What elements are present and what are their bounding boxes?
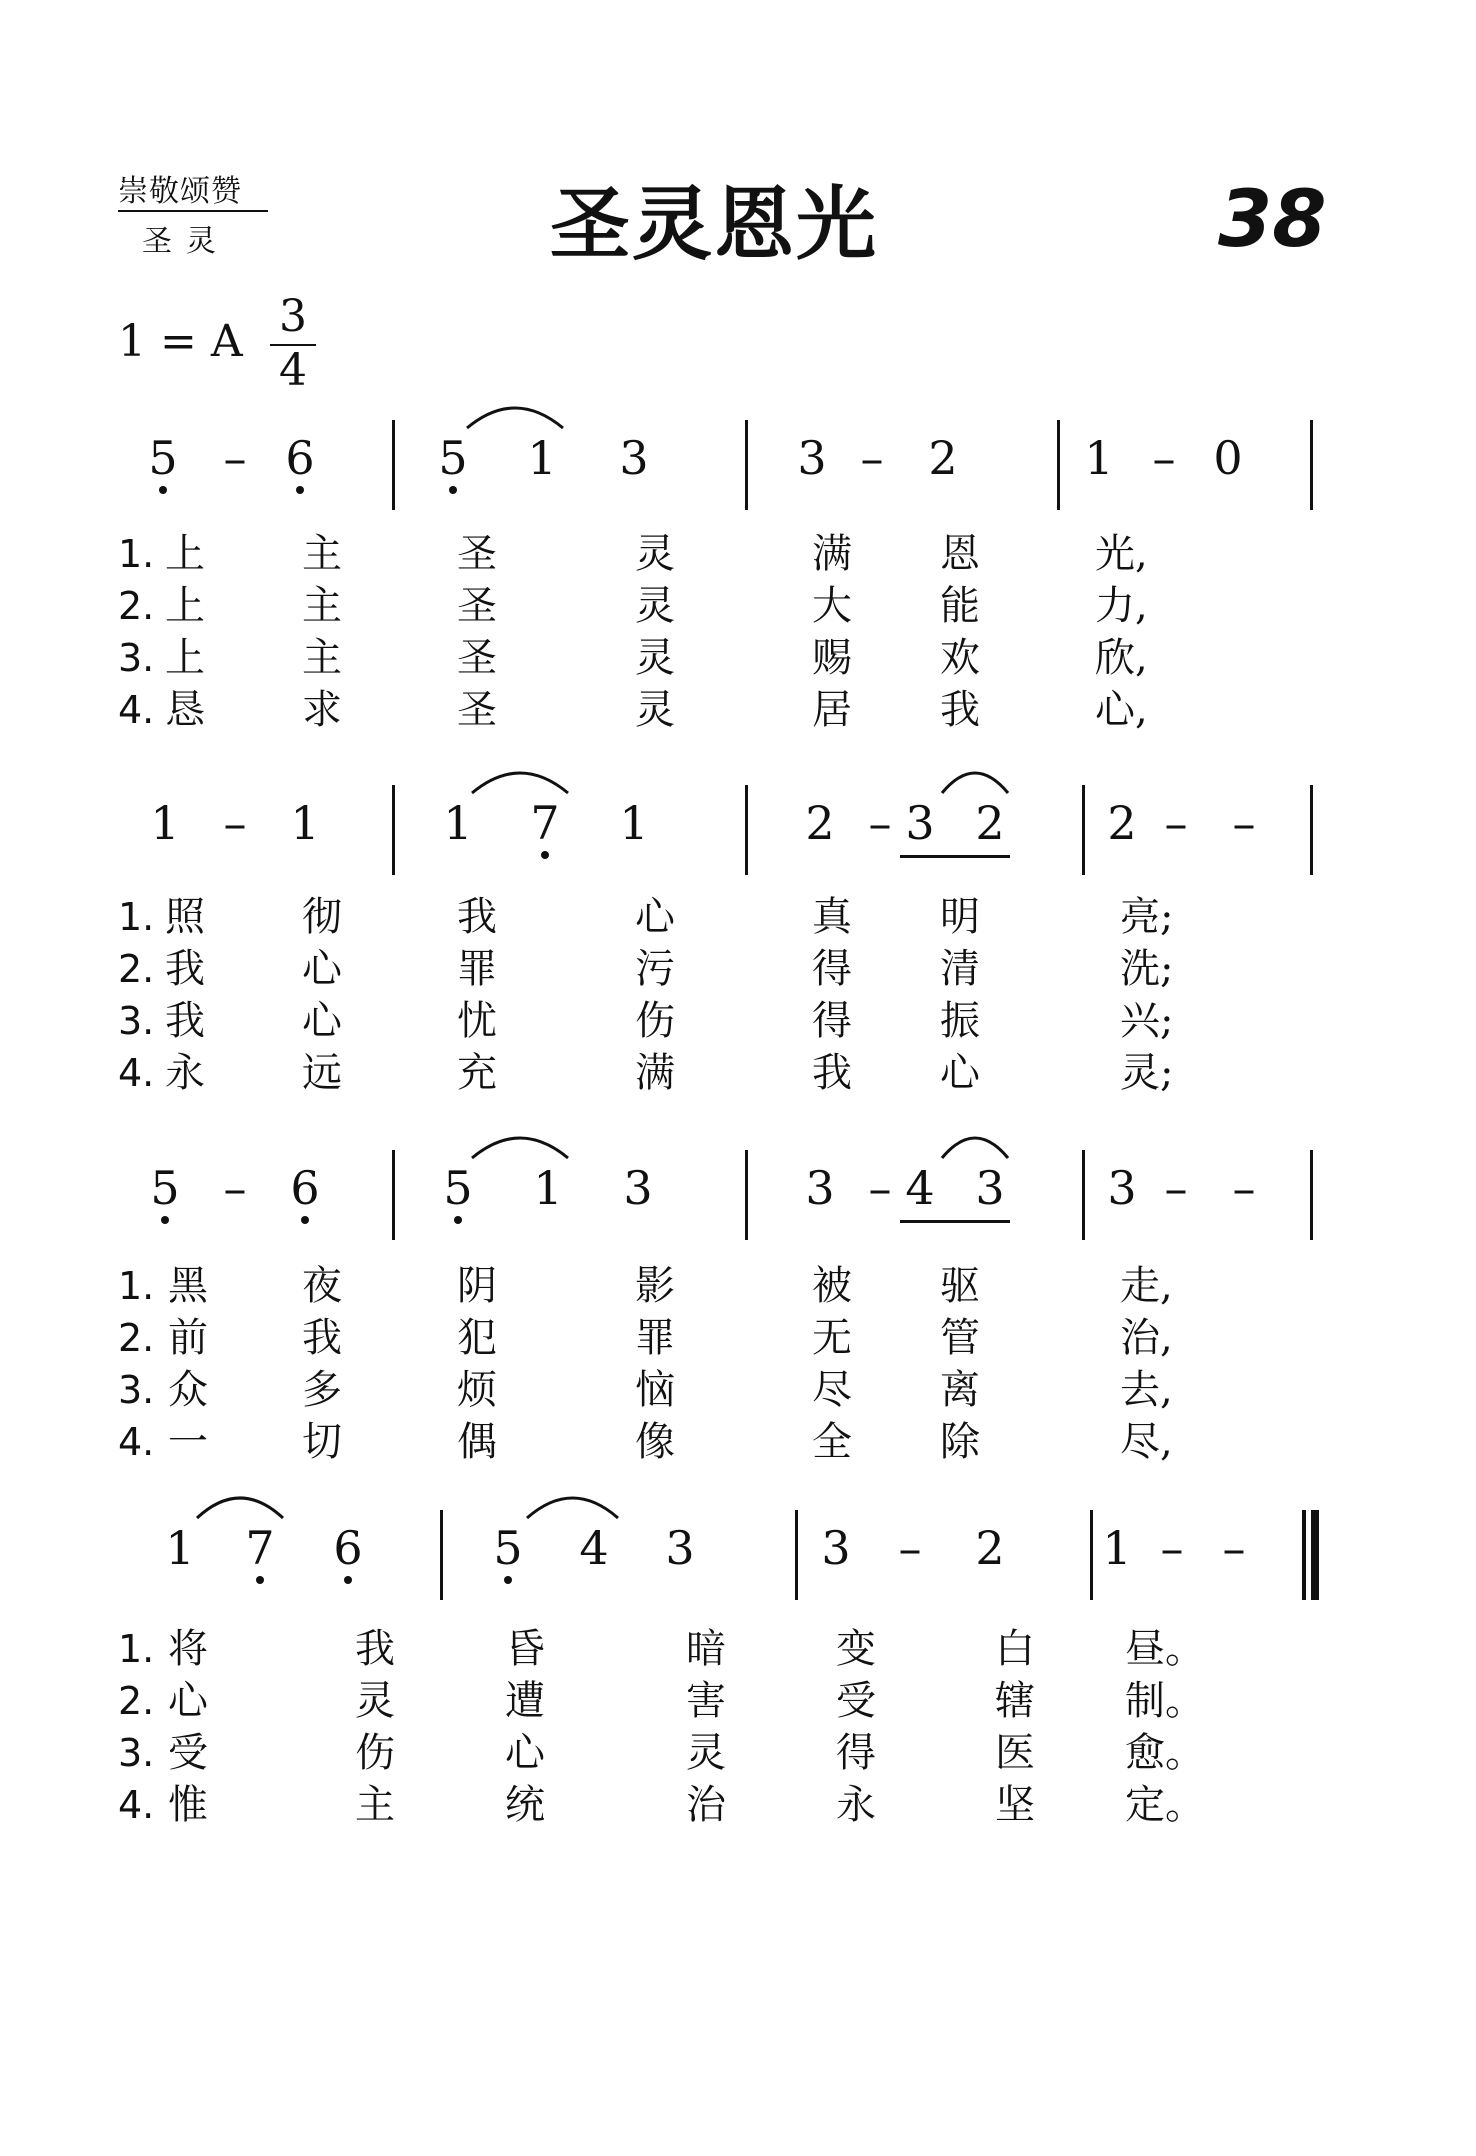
lyric-syllable: 我 — [812, 1050, 852, 1096]
note-digit: 3 — [975, 1161, 1005, 1215]
eighth-note-underline — [900, 1220, 1010, 1223]
lyric-syllable: 受 — [168, 1730, 208, 1776]
slur-arc — [465, 396, 565, 430]
lyric-syllable: 欢 — [940, 635, 980, 681]
note-digit: 3 — [805, 1161, 835, 1215]
lyric-syllable: 犯 — [457, 1315, 497, 1361]
dash-extension: – — [1160, 1521, 1184, 1575]
note-digit: 1 — [533, 1161, 563, 1215]
low-octave-dot — [256, 1576, 264, 1584]
note-digit: 3 — [905, 796, 935, 850]
note-digit: 2 — [975, 1521, 1005, 1575]
lyric-syllable: 烦 — [457, 1367, 497, 1413]
lyric-syllable: 昼。 — [1125, 1626, 1205, 1672]
lyric-syllable: 离 — [940, 1367, 980, 1413]
verse-number: 3. — [118, 1368, 155, 1412]
lyric-syllable: 遭 — [505, 1678, 545, 1724]
verse-number: 4. — [118, 1051, 155, 1095]
hymn-subcategory: 圣灵 — [142, 224, 230, 259]
lyric-syllable: 恼 — [635, 1367, 675, 1413]
lyric-syllable: 得 — [812, 946, 852, 992]
lyric-syllable: 白 — [995, 1626, 1035, 1672]
lyric-syllable: 满 — [635, 1050, 675, 1096]
lyric-syllable: 灵 — [635, 687, 675, 733]
verse-number: 3. — [118, 636, 155, 680]
lyric-syllable: 彻 — [302, 894, 342, 940]
dash-extension: – — [860, 431, 884, 485]
lyric-syllable: 我 — [940, 687, 980, 733]
barline — [795, 1510, 798, 1600]
key-signature: 1 = A — [118, 316, 243, 367]
lyric-syllable: 污 — [635, 946, 675, 992]
note-digit: 1 — [150, 796, 180, 850]
dash-extension: – — [868, 796, 892, 850]
note-digit: 3 — [1107, 1161, 1137, 1215]
lyric-syllable: 照 — [165, 894, 205, 940]
lyric-syllable: 心 — [168, 1678, 208, 1724]
lyric-syllable: 罪 — [457, 946, 497, 992]
lyric-syllable: 心 — [302, 998, 342, 1044]
barline — [1082, 785, 1085, 875]
verse-number: 4. — [118, 688, 155, 732]
slur-arc — [195, 1486, 285, 1520]
low-octave-dot — [296, 486, 304, 494]
dash-extension: – — [1152, 431, 1176, 485]
note-digit: 6 — [275, 430, 325, 486]
lyric-syllable: 恩 — [940, 531, 980, 577]
lyric-syllable: 我 — [355, 1626, 395, 1672]
lyric-syllable: 无 — [812, 1315, 852, 1361]
lyric-syllable: 黑 — [168, 1263, 208, 1309]
note-digit: 5 — [433, 1160, 483, 1216]
slur-arc — [525, 1486, 620, 1520]
low-octave-dot — [344, 1576, 352, 1584]
barline — [1057, 420, 1060, 510]
lyric-syllable: 尽, — [1120, 1419, 1173, 1465]
lyric-syllable: 害 — [686, 1678, 726, 1724]
time-signature-top: 3 — [279, 291, 307, 342]
verse-number: 3. — [118, 999, 155, 1043]
lyric-syllable: 罪 — [635, 1315, 675, 1361]
lyric-syllable: 充 — [457, 1050, 497, 1096]
verse-number: 4. — [118, 1420, 155, 1464]
note-digit: 5 — [483, 1520, 533, 1576]
lyric-syllable: 光, — [1095, 531, 1148, 577]
lyric-syllable: 我 — [457, 894, 497, 940]
note-digit: 3 — [623, 1161, 653, 1215]
slur-arc — [940, 761, 1010, 795]
barline — [1310, 420, 1313, 510]
lyric-syllable: 得 — [812, 998, 852, 1044]
lyric-syllable: 圣 — [457, 687, 497, 733]
final-barline-thick — [1311, 1510, 1319, 1600]
verse-number: 3. — [118, 1731, 155, 1775]
note-digit: 4 — [905, 1161, 935, 1215]
lyric-syllable: 辖 — [995, 1678, 1035, 1724]
verse-number: 2. — [118, 584, 155, 628]
lyric-syllable: 振 — [940, 998, 980, 1044]
lyric-syllable: 惟 — [168, 1782, 208, 1828]
lyric-syllable: 灵 — [635, 531, 675, 577]
lyric-syllable: 圣 — [457, 583, 497, 629]
lyric-syllable: 伤 — [355, 1730, 395, 1776]
lyric-syllable: 变 — [836, 1626, 876, 1672]
lyric-syllable: 得 — [836, 1730, 876, 1776]
low-octave-dot — [504, 1576, 512, 1584]
lyric-syllable: 明 — [940, 894, 980, 940]
lyric-syllable: 大 — [812, 583, 852, 629]
lyric-syllable: 治 — [686, 1782, 726, 1828]
lyric-syllable: 尽 — [812, 1367, 852, 1413]
lyric-syllable: 上 — [165, 635, 205, 681]
lyric-syllable: 暗 — [686, 1626, 726, 1672]
lyric-syllable: 除 — [940, 1419, 980, 1465]
slur-arc — [470, 1126, 570, 1160]
lyric-syllable: 洗; — [1120, 946, 1174, 992]
note-digit: 5 — [140, 1160, 190, 1216]
lyric-syllable: 受 — [836, 1678, 876, 1724]
lyric-syllable: 阴 — [457, 1263, 497, 1309]
lyric-syllable: 管 — [940, 1315, 980, 1361]
note-digit: 1 — [1102, 1521, 1132, 1575]
verse-number: 2. — [118, 1679, 155, 1723]
lyric-syllable: 夜 — [302, 1263, 342, 1309]
lyric-syllable: 心 — [635, 894, 675, 940]
barline — [440, 1510, 443, 1600]
lyric-syllable: 像 — [635, 1419, 675, 1465]
lyric-syllable: 居 — [812, 687, 852, 733]
lyric-syllable: 一 — [168, 1419, 208, 1465]
lyric-syllable: 愈。 — [1125, 1730, 1205, 1776]
note-digit: 5 — [428, 430, 478, 486]
lyric-syllable: 我 — [165, 946, 205, 992]
note-digit: 1 — [619, 796, 649, 850]
dash-extension: – — [1232, 796, 1256, 850]
lyric-syllable: 偶 — [457, 1419, 497, 1465]
lyric-syllable: 驱 — [940, 1263, 980, 1309]
lyric-syllable: 灵 — [686, 1730, 726, 1776]
lyric-syllable: 上 — [165, 583, 205, 629]
note-digit: 7 — [235, 1520, 285, 1576]
note-digit: 2 — [975, 796, 1005, 850]
low-octave-dot — [159, 486, 167, 494]
lyric-syllable: 心 — [940, 1050, 980, 1096]
lyric-syllable: 坚 — [995, 1782, 1035, 1828]
lyric-syllable: 去, — [1120, 1367, 1173, 1413]
verse-number: 1. — [118, 1264, 155, 1308]
lyric-syllable: 昏 — [505, 1626, 545, 1672]
note-digit: 3 — [665, 1521, 695, 1575]
note-digit: 1 — [527, 431, 557, 485]
low-octave-dot — [301, 1216, 309, 1224]
barline — [745, 420, 748, 510]
note-digit: 1 — [443, 796, 473, 850]
hymn-category: 崇敬颂赞 — [118, 174, 242, 209]
note-digit: 2 — [928, 431, 958, 485]
lyric-syllable: 灵; — [1120, 1050, 1174, 1096]
lyric-syllable: 力, — [1095, 583, 1148, 629]
low-octave-dot — [541, 851, 549, 859]
low-octave-dot — [454, 1216, 462, 1224]
note-digit: 6 — [323, 1520, 373, 1576]
note-digit: 3 — [821, 1521, 851, 1575]
lyric-syllable: 医 — [995, 1730, 1035, 1776]
barline — [392, 420, 395, 510]
note-digit: 0 — [1213, 431, 1243, 485]
lyric-syllable: 心 — [302, 946, 342, 992]
lyric-syllable: 治, — [1120, 1315, 1173, 1361]
note-digit: 4 — [579, 1521, 609, 1575]
note-digit: 2 — [1107, 796, 1137, 850]
lyric-syllable: 主 — [302, 531, 342, 577]
lyric-syllable: 我 — [302, 1315, 342, 1361]
note-digit: 6 — [280, 1160, 330, 1216]
slur-arc — [470, 761, 570, 795]
lyric-syllable: 全 — [812, 1419, 852, 1465]
note-digit: 7 — [520, 795, 570, 851]
note-digit: 1 — [290, 796, 320, 850]
slur-arc — [940, 1126, 1010, 1160]
lyric-syllable: 永 — [165, 1050, 205, 1096]
dash-extension: – — [1164, 796, 1188, 850]
time-signature — [270, 292, 316, 396]
low-octave-dot — [449, 486, 457, 494]
dash-extension: – — [223, 1161, 247, 1215]
lyric-syllable: 众 — [168, 1367, 208, 1413]
final-barline-thin — [1302, 1510, 1306, 1600]
note-digit: 5 — [138, 430, 188, 486]
note-digit: 1 — [1084, 431, 1114, 485]
lyric-syllable: 主 — [302, 635, 342, 681]
lyric-syllable: 圣 — [457, 531, 497, 577]
lyric-syllable: 影 — [635, 1263, 675, 1309]
lyric-syllable: 心, — [1095, 687, 1148, 733]
lyric-syllable: 恳 — [165, 687, 205, 733]
barline — [745, 1150, 748, 1240]
lyric-syllable: 真 — [812, 894, 852, 940]
lyric-syllable: 伤 — [635, 998, 675, 1044]
note-digit: 2 — [805, 796, 835, 850]
lyric-syllable: 欣, — [1095, 635, 1148, 681]
dash-extension: – — [1164, 1161, 1188, 1215]
lyric-syllable: 走, — [1120, 1263, 1173, 1309]
lyric-syllable: 圣 — [457, 635, 497, 681]
verse-number: 1. — [118, 895, 155, 939]
lyric-syllable: 被 — [812, 1263, 852, 1309]
verse-number: 2. — [118, 947, 155, 991]
time-signature-bottom: 4 — [279, 345, 307, 396]
barline — [392, 1150, 395, 1240]
lyric-syllable: 灵 — [355, 1678, 395, 1724]
lyric-syllable: 制。 — [1125, 1678, 1205, 1724]
lyric-syllable: 多 — [302, 1367, 342, 1413]
lyric-syllable: 将 — [168, 1626, 208, 1672]
dash-extension: – — [1232, 1161, 1256, 1215]
barline — [1310, 1150, 1313, 1240]
lyric-syllable: 能 — [940, 583, 980, 629]
hymn-number: 38 — [1218, 175, 1327, 265]
verse-number: 1. — [118, 1627, 155, 1671]
dash-extension: – — [223, 431, 247, 485]
verse-number: 2. — [118, 1316, 155, 1360]
lyric-syllable: 灵 — [635, 583, 675, 629]
lyric-syllable: 灵 — [635, 635, 675, 681]
lyric-syllable: 切 — [302, 1419, 342, 1465]
lyric-syllable: 永 — [836, 1782, 876, 1828]
dash-extension: – — [223, 796, 247, 850]
note-digit: 3 — [619, 431, 649, 485]
barline — [745, 785, 748, 875]
lyric-syllable: 兴; — [1120, 998, 1174, 1044]
barline — [1082, 1150, 1085, 1240]
lyric-syllable: 定。 — [1125, 1782, 1205, 1828]
lyric-syllable: 主 — [355, 1782, 395, 1828]
verse-number: 1. — [118, 532, 155, 576]
note-digit: 3 — [797, 431, 827, 485]
eighth-note-underline — [900, 855, 1010, 858]
dash-extension: – — [1222, 1521, 1246, 1575]
lyric-syllable: 忧 — [457, 998, 497, 1044]
verse-number: 4. — [118, 1783, 155, 1827]
lyric-syllable: 上 — [165, 531, 205, 577]
lyric-syllable: 亮; — [1120, 894, 1174, 940]
category-divider — [118, 210, 268, 212]
lyric-syllable: 前 — [168, 1315, 208, 1361]
lyric-syllable: 统 — [505, 1782, 545, 1828]
note-digit: 1 — [165, 1521, 195, 1575]
hymn-title: 圣灵恩光 — [550, 178, 878, 271]
lyric-syllable: 赐 — [812, 635, 852, 681]
barline — [392, 785, 395, 875]
lyric-syllable: 主 — [302, 583, 342, 629]
barline — [1310, 785, 1313, 875]
lyric-syllable: 求 — [302, 687, 342, 733]
lyric-syllable: 心 — [505, 1730, 545, 1776]
lyric-syllable: 满 — [812, 531, 852, 577]
lyric-syllable: 我 — [165, 998, 205, 1044]
lyric-syllable: 清 — [940, 946, 980, 992]
dash-extension: – — [868, 1161, 892, 1215]
lyric-syllable: 远 — [302, 1050, 342, 1096]
dash-extension: – — [898, 1521, 922, 1575]
low-octave-dot — [161, 1216, 169, 1224]
